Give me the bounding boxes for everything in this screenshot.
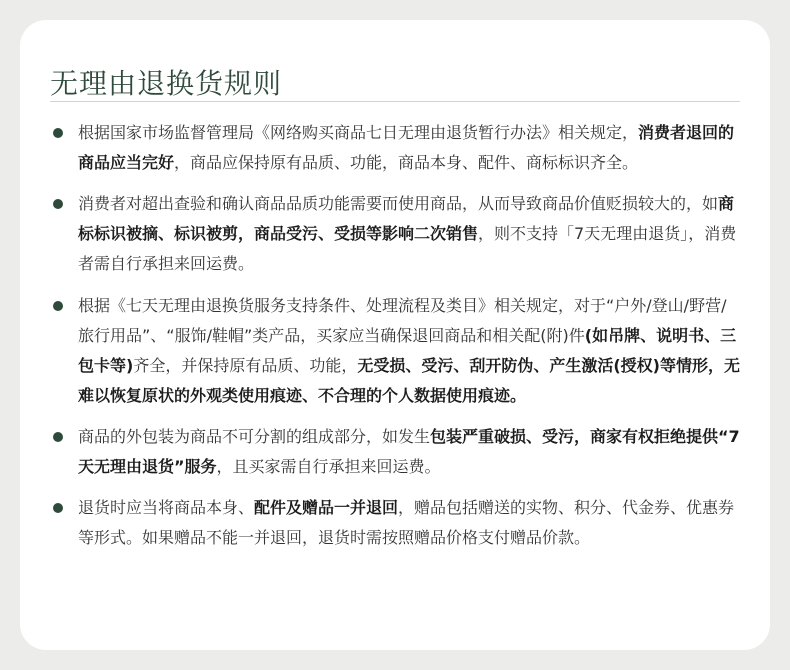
rules-card xyxy=(20,20,770,650)
rule-text-bold: 配件及赠品一并退回 xyxy=(254,498,399,517)
rule-item xyxy=(50,118,740,178)
rule-text-segment: ，且买家需自行承担来回运费。 xyxy=(216,457,441,476)
rule-text-bold: (如吊牌、说明书、三包卡等) xyxy=(78,326,737,375)
rule-text-segment: ，则不支持「7天无理由退货」，消费者需自行承担来回运费。 xyxy=(78,224,737,273)
bullet-icon xyxy=(53,301,63,311)
bullet-icon xyxy=(53,199,63,209)
page-title: 无理由退换货规则 xyxy=(50,67,283,100)
rule-text xyxy=(78,498,734,547)
rule-text-segment: 消费者对超出查验和确认商品品质功能需要而使用商品，从而导致商品价值贬损较大的，如 xyxy=(78,194,719,213)
bullet-icon xyxy=(53,503,63,513)
rule-text-segment: ，赠品包括赠送的实物、积分、代金券、优惠券等形式。如果赠品不能一并退回，退货时需按照赠品价格支付赠品价款。 xyxy=(78,498,735,547)
bullet-icon xyxy=(53,128,63,138)
rules-list xyxy=(50,118,740,553)
rule-item xyxy=(50,291,740,411)
bullet-icon xyxy=(53,432,63,442)
rule-text-segment: 齐全，并保持原有品质、功能， xyxy=(133,356,358,375)
rule-text xyxy=(78,123,734,172)
rule-item xyxy=(50,493,740,553)
rule-text-bold: 无受损、受污、刮开防伪、产生激活(授权)等情形，无难以恢复原状的外观类使用痕迹、不合理的个人数据使用痕迹。 xyxy=(78,356,740,405)
title-section xyxy=(50,60,740,108)
rule-text-bold: 包装严重破损、受污，商家有权拒绝提供“7天无理由退货”服务 xyxy=(78,427,740,476)
rule-text xyxy=(78,427,740,476)
rule-text-segment: 商品的外包装为商品不可分割的组成部分，如发生 xyxy=(78,427,431,446)
rule-text-segment: ，商品应保持原有品质、功能，商品本身、配件、商标标识齐全。 xyxy=(174,153,639,172)
rule-text-segment: 根据《七天无理由退换货服务支持条件、处理流程及类目》相关规定，对于“户外/登山/野营/旅行用品”、“服饰/鞋帽”类产品，买家应当确保退回商品和相关配(附)件 xyxy=(78,296,727,345)
title-divider xyxy=(50,101,740,102)
rule-text xyxy=(78,296,740,405)
rule-text-segment: 根据国家市场监督管理局《网络购买商品七日无理由退货暂行办法》相关规定， xyxy=(78,123,639,142)
rule-item xyxy=(50,422,740,482)
rule-text-bold: 商标标识被摘、标识被剪，商品受污、受损等影响二次销售 xyxy=(78,194,735,243)
rule-text-segment: 退货时应当将商品本身、 xyxy=(78,498,255,517)
rule-text xyxy=(78,194,736,273)
rule-item xyxy=(50,189,740,279)
rule-text-bold: 消费者退回的商品应当完好 xyxy=(78,123,735,172)
